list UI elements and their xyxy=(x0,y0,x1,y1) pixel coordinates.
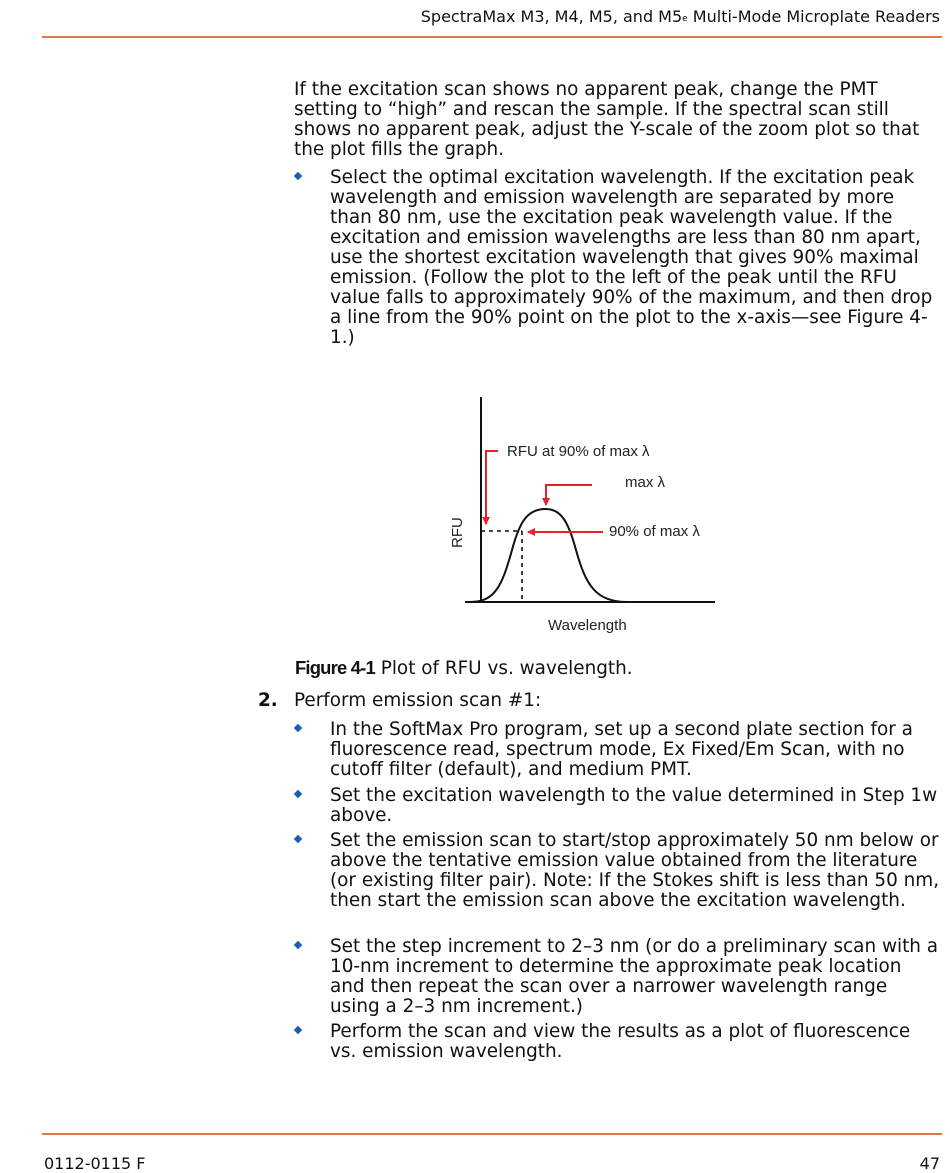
header-rule xyxy=(42,36,942,38)
list-item xyxy=(330,720,940,780)
bullet-icon xyxy=(294,1026,302,1034)
y-axis-label: RFU xyxy=(449,517,466,548)
bullet-text: Select the optimal excitation wavelength. If the excitation peak wavelength and emission wavelength are separated by more than 80 nm, use the excitation peak wavelength value. If the excitation and emission wavelengths are less than 80 nm apart, use the shortest excitation wavelength that gives 90% maximal emission. (Follow the plot to the left of the peak until the RFU value falls to approximately 90% of the maximum, and then drop a line from the 90% point on the plot to the x-axis—see Figure 4-1.) xyxy=(330,167,933,348)
rfu-90-arrow xyxy=(486,451,498,524)
rfu-wavelength-figure xyxy=(440,390,730,640)
list-item xyxy=(330,786,940,826)
x-axis-label: Wavelength xyxy=(548,617,627,634)
emission-curve xyxy=(470,509,628,602)
step-title: Perform emission scan #1: xyxy=(294,690,542,711)
figure-caption xyxy=(295,657,633,679)
intro-paragraph: If the excitation scan shows no apparent peak, change the PMT setting to “high” and rescan the sample. If the spectral scan still shows no apparent peak, adjust the Y-scale of the zoom plot so that the plot fills the graph. xyxy=(294,79,920,160)
list-item xyxy=(330,168,940,348)
list-item xyxy=(330,937,940,1017)
annotation-max: max λ xyxy=(625,474,666,491)
bullet-icon xyxy=(294,790,302,798)
figure-caption-label: Figure 4-1 xyxy=(295,657,375,678)
bullet-icon xyxy=(294,941,302,949)
bullet-icon xyxy=(294,835,302,843)
annotation-rfu-90: RFU at 90% of max λ xyxy=(507,443,650,460)
header-title-main: SpectraMax M3, M4, M5, and M5 xyxy=(420,7,683,26)
document-number: 0112-0115 F xyxy=(44,1154,146,1173)
list-item xyxy=(330,1022,940,1062)
footer-rule xyxy=(42,1133,942,1135)
bullet-text: In the SoftMax Pro program, set up a second plate section for a fluorescence read, spectrum mode, Ex Fixed/Em Scan, with no cutoff filter (default), and medium PMT. xyxy=(330,719,913,780)
bullet-text: Set the emission scan to start/stop approximately 50 nm below or above the tentative emission value obtained from the literature (or existing filter pair). Note: If the Stokes shift is less than 50 nm, then start the emission scan above the excitation wavelength. xyxy=(330,830,940,911)
bullet-text: Set the step increment to 2–3 nm (or do a preliminary scan with a 10-nm increment to determine the approximate peak location and then repeat the scan over a narrower wavelength range using a 2–3 nm increment.) xyxy=(330,936,939,1017)
bullet-text: Set the excitation wavelength to the value determined in Step 1w above. xyxy=(330,785,938,826)
figure-caption-text: Plot of RFU vs. wavelength. xyxy=(374,658,633,679)
max-arrow xyxy=(546,485,592,505)
running-header xyxy=(421,7,940,26)
bullet-icon xyxy=(294,172,302,180)
bullet-text: Perform the scan and view the results as a plot of fluorescence vs. emission wavelength. xyxy=(330,1021,911,1062)
step-number: 2. xyxy=(258,690,278,711)
step-2 xyxy=(258,690,542,711)
bullet-icon xyxy=(294,724,302,732)
list-item xyxy=(330,831,940,911)
page-number: 47 xyxy=(919,1154,940,1173)
annotation-90: 90% of max λ xyxy=(609,523,700,540)
header-title-subscript: e xyxy=(682,14,688,24)
header-title-tail: Multi-Mode Microplate Readers xyxy=(687,7,940,26)
